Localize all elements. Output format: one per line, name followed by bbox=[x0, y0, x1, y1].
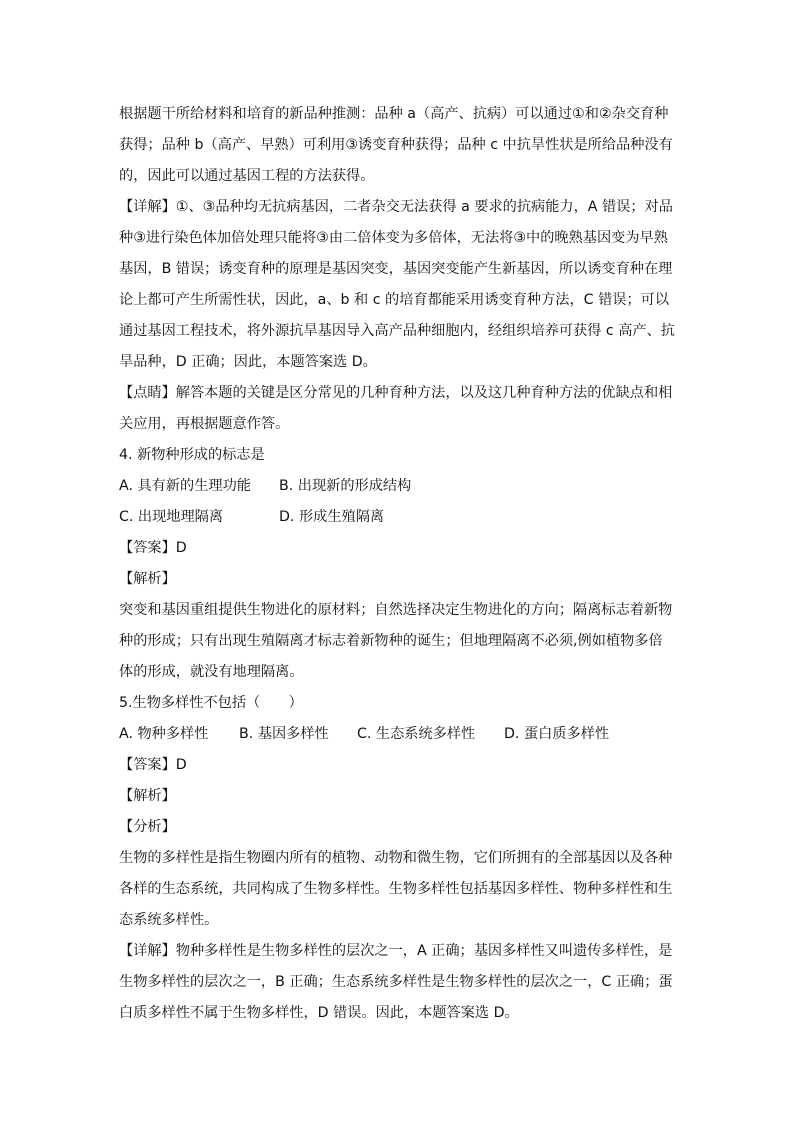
q5-options-row bbox=[119, 719, 675, 750]
q5-fenxi-heading: 【分析】 bbox=[119, 819, 176, 835]
q4-question: 4. 新物种形成的标志是 bbox=[119, 447, 265, 463]
q5-answer: 【答案】D bbox=[119, 757, 187, 773]
q5-detail-text: 【详解】物种多样性是生物多样性的层次之一，A 正确；基因多样性又叫遗传多样性，是生物多样性的层次之一，B 正确；生态系统多样性是生物多样性的层次之一，C 正确；蛋白质多样性不属于生物多样性，D 错误。因此，本题答案选 D。 bbox=[119, 943, 673, 1021]
q5-question: 5.生物多样性不包括（ ） bbox=[119, 695, 303, 711]
q4-answer: 【答案】D bbox=[119, 540, 187, 556]
q4-analysis-heading: 【解析】 bbox=[119, 571, 176, 587]
q4-option-a: A. 具有新的生理功能 bbox=[119, 478, 251, 494]
q3-comment-text: 【点睛】解答本题的关键是区分常见的几种育种方法，以及这几种育种方法的优缺点和相关应用，再根据题意作答。 bbox=[119, 385, 673, 432]
q3-analysis-text: 根据题干所给材料和培育的新品种推测：品种 a（高产、抗病）可以通过①和②杂交育种获得；品种 b（高产、早熟）可利用③诱变育种获得；品种 c 中抗旱性状是所给品种没有的，因此可以通过基因工程的方法获得。 bbox=[119, 106, 673, 184]
q4-options-row-2 bbox=[119, 502, 675, 533]
document-page bbox=[119, 99, 675, 1029]
q5-option-d: D. 蛋白质多样性 bbox=[504, 726, 610, 742]
q4-option-b: B. 出现新的形成结构 bbox=[279, 478, 412, 494]
q4-option-c: C. 出现地理隔离 bbox=[119, 509, 224, 525]
q5-option-c: C. 生态系统多样性 bbox=[357, 726, 476, 742]
q5-option-a: A. 物种多样性 bbox=[119, 726, 209, 742]
q4-analysis-text: 突变和基因重组提供生物进化的原材料；自然选择决定生物进化的方向；隔离标志着新物种的形成；只有出现生殖隔离才标志着新物种的诞生；但地理隔离不必须,例如植物多倍体的形成，就没有地理隔离。 bbox=[119, 602, 673, 680]
q5-analysis-heading: 【解析】 bbox=[119, 788, 176, 804]
q3-detail-text: 【详解】①、③品种均无抗病基因，二者杂交无法获得 a 要求的抗病能力，A 错误；对品种③进行染色体加倍处理只能将③由二倍体变为多倍体，无法将③中的晚熟基因变为早熟基因，B 错误；诱变育种的原理是基因突变，基因突变能产生新基因，所以诱变育种在理论上都可产生所需性状，因此，a、b 和 c 的培育都能采用诱变育种方法，C 错误；可以通过基因工程技术，将外源抗旱基因导入高产品种细胞内，经组织培养可获得 c 高产、抗旱品种，D 正确；因此，本题答案选 D。 bbox=[119, 199, 675, 370]
q4-option-d: D. 形成生殖隔离 bbox=[279, 509, 385, 525]
q4-options-row-1 bbox=[119, 471, 675, 502]
q5-option-b: B. 基因多样性 bbox=[239, 726, 329, 742]
q5-fenxi-text: 生物的多样性是指生物圈内所有的植物、动物和微生物，它们所拥有的全部基因以及各种各样的生态系统，共同构成了生物多样性。生物多样性包括基因多样性、物种多样性和生态系统多样性。 bbox=[119, 850, 673, 928]
